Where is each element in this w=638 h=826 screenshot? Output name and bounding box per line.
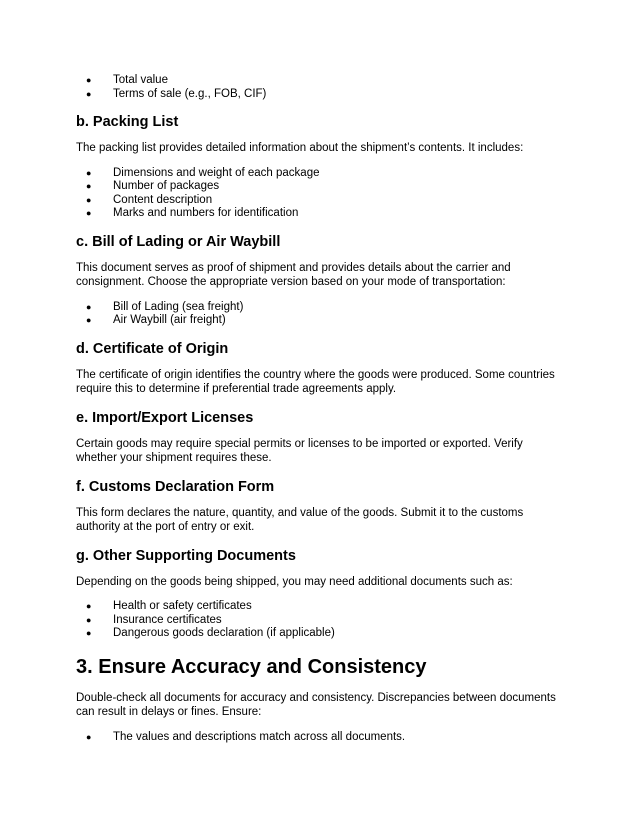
section-body-bill-of-lading: This document serves as proof of shipment and provides details about the carrier and consignment. Choose the appropriate version based on your mode of transportation: [76,261,511,288]
bullet-list-invoice-details [76,74,566,101]
list-item: ● Number of packages [76,180,566,194]
section-heading-bill-of-lading: c. Bill of Lading or Air Waybill [76,233,281,250]
section-heading-customs-declaration: f. Customs Declaration Form [76,478,275,495]
section-heading-licenses: e. Import/Export Licenses [76,409,254,426]
list-item: ● Insurance certificates [76,614,566,628]
section-heading-certificate-of-origin: d. Certificate of Origin [76,340,229,357]
list-item: ● Bill of Lading (sea freight) [76,301,566,315]
section-body-licenses: Certain goods may require special permits or licenses to be imported or exported. Verify whether your shipment requires these. [76,437,523,464]
list-item: ● Content description [76,194,566,208]
section-heading-other-documents: g. Other Supporting Documents [76,547,296,564]
list-item: ● Marks and numbers for identification [76,207,566,221]
list-item: ● The values and descriptions match across all documents. [76,731,566,745]
list-item: ● Terms of sale (e.g., FOB, CIF) [76,88,566,102]
list-item: ● Dangerous goods declaration (if applicable) [76,627,566,641]
bullet-list-packing-list [76,167,566,221]
bullet-list-bill-of-lading [76,301,566,328]
section-body-other-documents: Depending on the goods being shipped, you may need additional documents such as: [76,575,513,588]
document-page [76,74,566,744]
section-body-accuracy: Double-check all documents for accuracy and consistency. Discrepancies between documents can result in delays or fines. Ensure: [76,691,556,718]
section-body-packing-list: The packing list provides detailed information about the shipment’s contents. It includes: [76,142,524,154]
list-item: ● Dimensions and weight of each package [76,167,566,181]
list-item: ● Air Waybill (air freight) [76,314,566,328]
list-item: ● Total value [76,74,566,88]
section-body-customs-declaration: This form declares the nature, quantity, and value of the goods. Submit it to the customs authority at the port of entry or exit. [76,506,524,533]
section-body-certificate-of-origin: The certificate of origin identifies the country where the goods were produced. Some countries require this to determine if preferential trade agreements apply. [76,368,555,395]
list-item: ● Health or safety certificates [76,600,566,614]
section-heading-accuracy: 3. Ensure Accuracy and Consistency [76,655,427,678]
section-heading-packing-list: b. Packing List [76,114,179,130]
bullet-list-other-documents [76,600,566,641]
bullet-list-accuracy [76,731,566,745]
